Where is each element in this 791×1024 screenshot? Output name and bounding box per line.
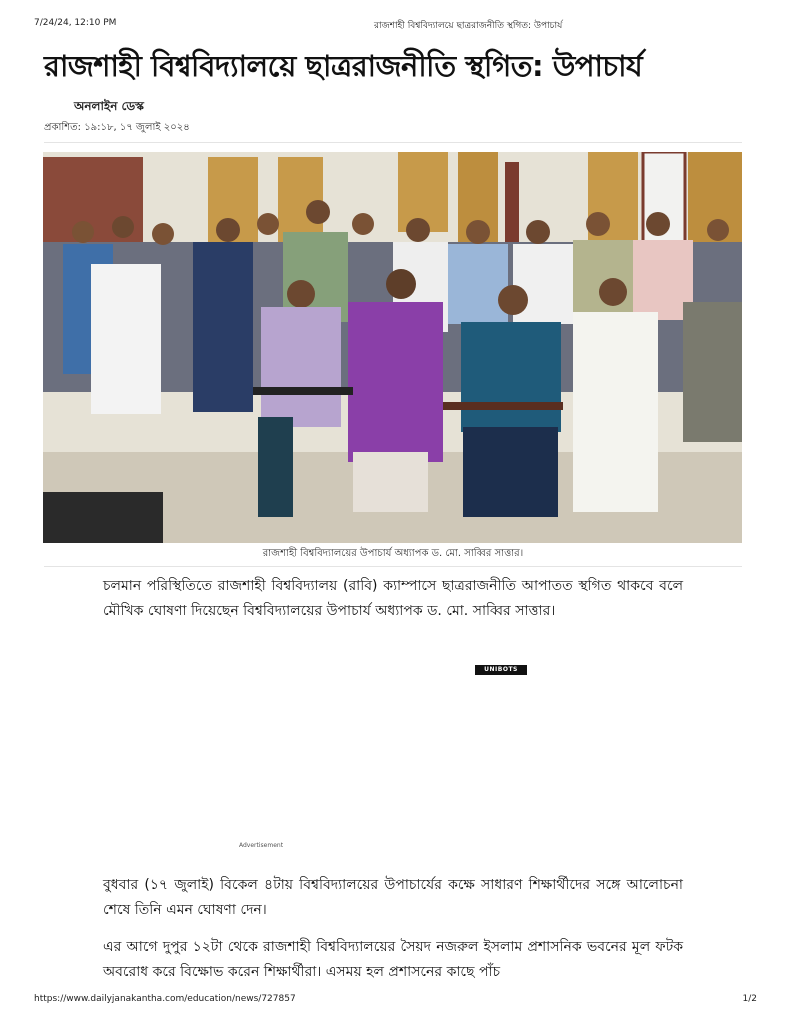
article-photo	[43, 152, 742, 543]
ad-badge[interactable]: UNIBOTS	[475, 665, 527, 675]
print-footer	[34, 994, 757, 1008]
page-url[interactable]: https://www.dailyjanakantha.com/education/news/727857	[34, 994, 296, 1004]
article-paragraph: এর আগে দুপুর ১২টা থেকে রাজশাহী বিশ্ববিদ্যালয়ের সৈয়দ নজরুল ইসলাম প্রশাসনিক ভবনের মূল ফটক অবরোধ করে বিক্ষোভ করেন শিক্ষার্থীরা। এসময় হল প্রশাসনের কাছে পাঁচ	[103, 939, 683, 980]
article-paragraph: চলমান পরিস্থিতিতে রাজশাহী বিশ্ববিদ্যালয় (রাবি) ক্যাম্পাসে ছাত্ররাজনীতি আপাতত স্থগিত থাকবে বলে মৌখিক ঘোষণা দিয়েছেন বিশ্ববিদ্যালয়ের উপাচার্য অধ্যাপক ড. মো. সাব্বির সাত্তার।	[103, 578, 683, 619]
published-date: প্রকাশিত: ১৯:১৮, ১৭ জুলাই ২০২৪	[44, 122, 190, 133]
divider	[44, 566, 742, 567]
page-number: 1/2	[742, 994, 757, 1004]
divider	[44, 142, 742, 143]
article-headline: রাজশাহী বিশ্ববিদ্যালয়ে ছাত্ররাজনীতি স্থগিত: উপাচার্য	[44, 49, 643, 83]
article-paragraph: বুধবার (১৭ জুলাই) বিকেল ৪টায় বিশ্ববিদ্যালয়ের উপাচার্যের কক্ষে সাধারণ শিক্ষার্থীদের সঙ্গে আলোচনা শেষে তিনি এমন ঘোষণা দেন।	[103, 877, 683, 918]
advertisement-label: Advertisement	[239, 842, 284, 849]
article-author[interactable]: অনলাইন ডেস্ক	[74, 99, 144, 113]
photo-caption: রাজশাহী বিশ্ববিদ্যালয়ের উপাচার্য অধ্যাপক ড. মো. সাব্বির সাত্তার।	[262, 548, 524, 559]
print-datetime: 7/24/24, 12:10 PM	[34, 18, 117, 28]
print-page-title: রাজশাহী বিশ্ববিদ্যালয়ে ছাত্ররাজনীতি স্থগিত: উপাচার্য	[374, 21, 563, 31]
print-header	[34, 18, 757, 32]
